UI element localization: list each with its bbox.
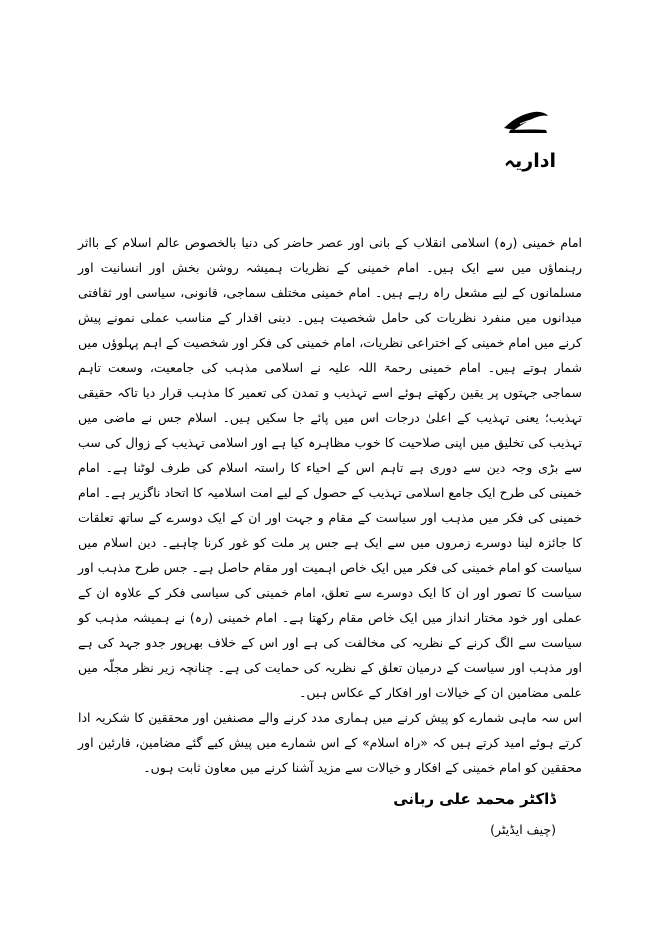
author-role: (چیف ایڈیٹر) bbox=[490, 822, 556, 837]
author-signature: ڈاکٹر محمد علی ربانی bbox=[393, 790, 556, 808]
editorial-paragraph: اس سہ ماہی شمارے کو پیش کرنے میں ہماری مدد کرنے والے مصنفین اور محققین کا شکریہ ادا کرتے ہوئے امید کرتے ہیں کہ «راہ اسلام» کے اس شمارے میں پیش کیے گئے مضامین، قارئین اور محققین کو امام خمینی کے افکار و خیالات سے مزید آشنا کرنے میں معاون ثابت ہوں۔ bbox=[78, 710, 582, 775]
editorial-paragraph: امام خمینی (رہ) اسلامی انقلاب کے بانی اور عصر حاضر کی دنیا بالخصوص عالم اسلام کے بااثر رہنماؤں میں سے ایک ہیں۔ امام خمینی کے نظریات ہمیشہ روشن بخش اور انسانیت اور مسلمانوں کے لیے مشعل راہ رہے ہیں۔ امام خمینی مختلف سماجی، قانونی، سیاسی اور ثقافتی میدانوں میں منفرد نظریات کی حامل شخصیت ہیں۔ دینی اقدار کے مناسب عملی نمونے پیش کرنے میں امام خمینی کے اختراعی نظریات، امام خمینی کی فکر اور شخصیت کے اہم پہلوؤں میں شمار ہوتے ہیں۔ امام خمینی رحمۃ اللہ علیہ نے اسلامی مذہب کی جامعیت، وسعت تاہم سماجی جہتوں پر یقین رکھتے ہوئے اسے تہذیب و تمدن کی تعمیر کا مذہب قرار دیا تاکہ حقیقی تہذیب؛ یعنی تہذیب کے اعلیٰ درجات اس میں پائے جا سکیں ہیں۔ اسلام جس نے ماضی میں تہذیب کی تخلیق میں اپنی صلاحیت کا خوب مظاہرہ کیا ہے اور اسلامی تہذیب کے زوال کی سب سے بڑی وجہ دین سے دوری ہے تاہم اس کے احیاء کا راستہ اسلام کی طرف لوٹنا ہے۔ امام خمینی کی طرح ایک جامع اسلامی تہذیب کے حصول کے لیے امت اسلامیہ کا اتحاد ناگزیر ہے۔ امام خمینی کی فکر میں مذہب اور سیاست کے مقام و جہت اور ان کے ایک دوسرے کے ساتھ تعلقات کا جائزہ لینا دوسرے زمروں میں سے ایک ہے جس پر ملت کو غور کرنا چاہیے۔ دین اسلام میں سیاست کو امام خمینی کی فکر میں ایک خاص اہمیت اور مقام حاصل ہے۔ جس طرح مذہب اور سیاست کا تصور اور ان کا ایک دوسرے سے تعلق، امام خمینی کی سیاسی فکر کے علاوہ ان کے عملی اور خود مختار انداز میں ایک خاص مقام رکھتا ہے۔ امام خمینی (رہ) نے ہمیشہ مذہب کو سیاست سے الگ کرنے کے نظریہ کی مخالفت کی ہے اور اس کے خلاف بھرپور جدو جہد کی ہے اور مذہب اور سیاست کے درمیان تعلق کے نظریہ کی حمایت کی ہے۔ چنانچہ زیر نظر مجلّہ میں علمی مضامین ان کے خیالات اور افکار کے عکاس ہیں۔ bbox=[78, 235, 582, 700]
quill-pen-icon bbox=[500, 108, 552, 138]
editorial-body bbox=[78, 230, 582, 780]
editorial-heading: اداریہ bbox=[504, 150, 556, 172]
